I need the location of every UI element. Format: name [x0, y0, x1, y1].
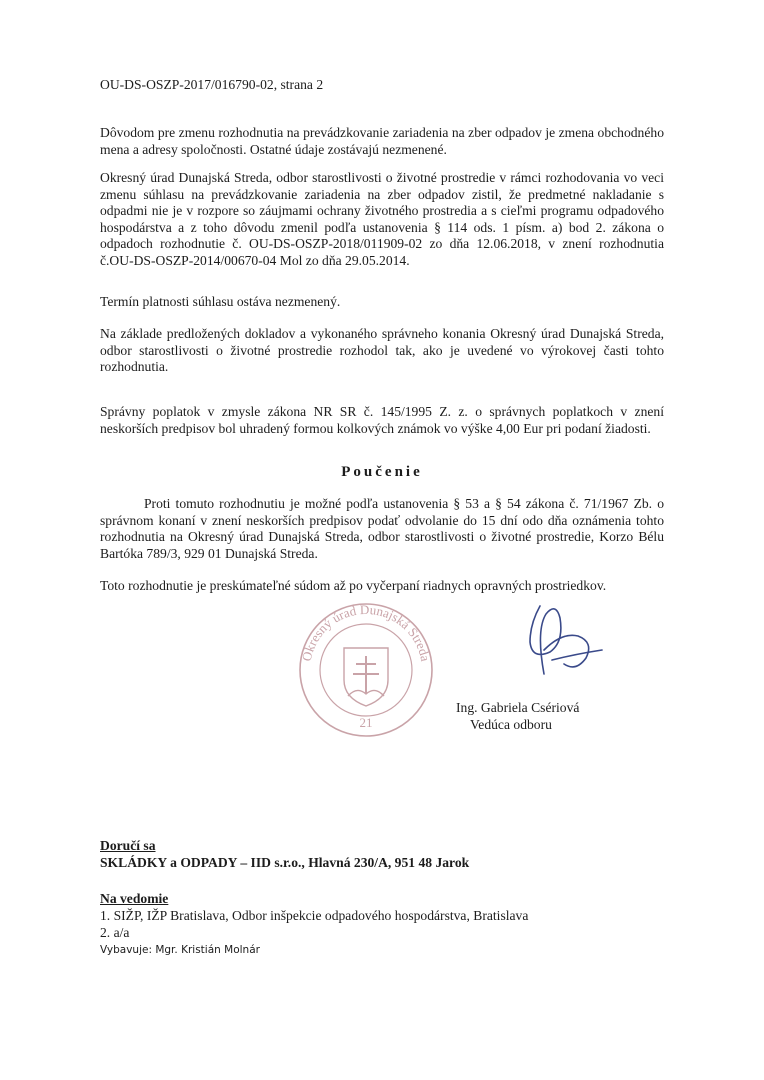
notice-heading: Na vedomie	[100, 891, 169, 906]
paragraph-basis: Na základe predložených dokladov a vykonaného správneho konania Okresný úrad Dunajská Streda, odbor starostlivosti o životné prostredie rozhodol tak, ako je uvedené vo výrokovej časti tohto rozhodnutia.	[100, 326, 664, 375]
paragraph-appeal: Proti tomuto rozhodnutiu je možné podľa ustanovenia § 53 a § 54 zákona č. 71/1967 Zb. o správnom konaní v znení neskorších predpisov podať odvolanie do 15 dní odo dňa oznámenia tohto rozhodnutia na Okresný úrad Dunajská Streda, odbor starostlivosti o životné prostredie, Korzo Bélu Bartóka 789/3, 929 01 Dunajská Streda.	[100, 496, 664, 561]
stamp-number: 21	[359, 715, 373, 730]
signatory-role: Vedúca odboru	[470, 717, 552, 732]
notice-item: 2. a/a	[100, 925, 130, 940]
paragraph-fee: Správny poplatok v zmysle zákona NR SR č. 145/1995 Z. z. o správnych poplatkoch v znení neskorších predpisov bol uhradený formou kolkových známok vo výške 4,00 Eur pri podaní žiadosti.	[100, 404, 664, 436]
notice-item: 1. SIŽP, IŽP Bratislava, Odbor inšpekcie odpadového hospodárstva, Bratislava	[100, 908, 529, 923]
official-stamp	[296, 600, 436, 740]
paragraph-reason: Dôvodom pre zmenu rozhodnutia na prevádzkovanie zariadenia na zber odpadov je zmena obchodného mena a adresy spoločnosti. Ostatné údaje zostávajú nezmenené.	[100, 125, 664, 157]
instruction-heading: Poučenie	[341, 464, 423, 480]
handwritten-signature	[506, 594, 616, 690]
document-reference: OU-DS-OSZP-2017/016790-02, strana 2	[100, 77, 324, 92]
delivery-heading: Doručí sa	[100, 838, 156, 853]
handled-by: Vybavuje: Mgr. Kristián Molnár	[100, 944, 260, 956]
delivery-address: SKLÁDKY a ODPADY – IID s.r.o., Hlavná 230/A, 951 48 Jarok	[100, 855, 470, 870]
paragraph-validity: Termín platnosti súhlasu ostáva nezmenený.	[100, 294, 341, 309]
stamp-text: Okresný úrad Dunajská Streda	[298, 601, 434, 663]
svg-text:Okresný úrad Dunajská Streda	[299, 602, 434, 663]
paragraph-review: Toto rozhodnutie je preskúmateľné súdom až po vyčerpaní riadnych opravných prostriedkov.	[100, 578, 607, 593]
paragraph-decision: Okresný úrad Dunajská Streda, odbor starostlivosti o životné prostredie v rámci rozhodovania vo veci zmenu súhlasu na prevádzkovanie zariadenia na zber odpadov zistil, že predmetné nakladanie s odpadmi nie je v rozpore so záujmami ochrany životného prostredia a s cieľmi programu odpadového hospodárstva a z toho dôvodu zmenil podľa ustanovenia § 114 ods. 1 písm. a) bod 2. zákona o odpadoch rozhodnutie č. OU-DS-OSZP-2018/011909-02 zo dňa 12.06.2018, v znení rozhodnutia č.OU-DS-OSZP-2014/00670-04 Mol zo dňa 29.05.2014.	[100, 170, 664, 268]
signatory-name: Ing. Gabriela Csériová	[456, 700, 580, 715]
